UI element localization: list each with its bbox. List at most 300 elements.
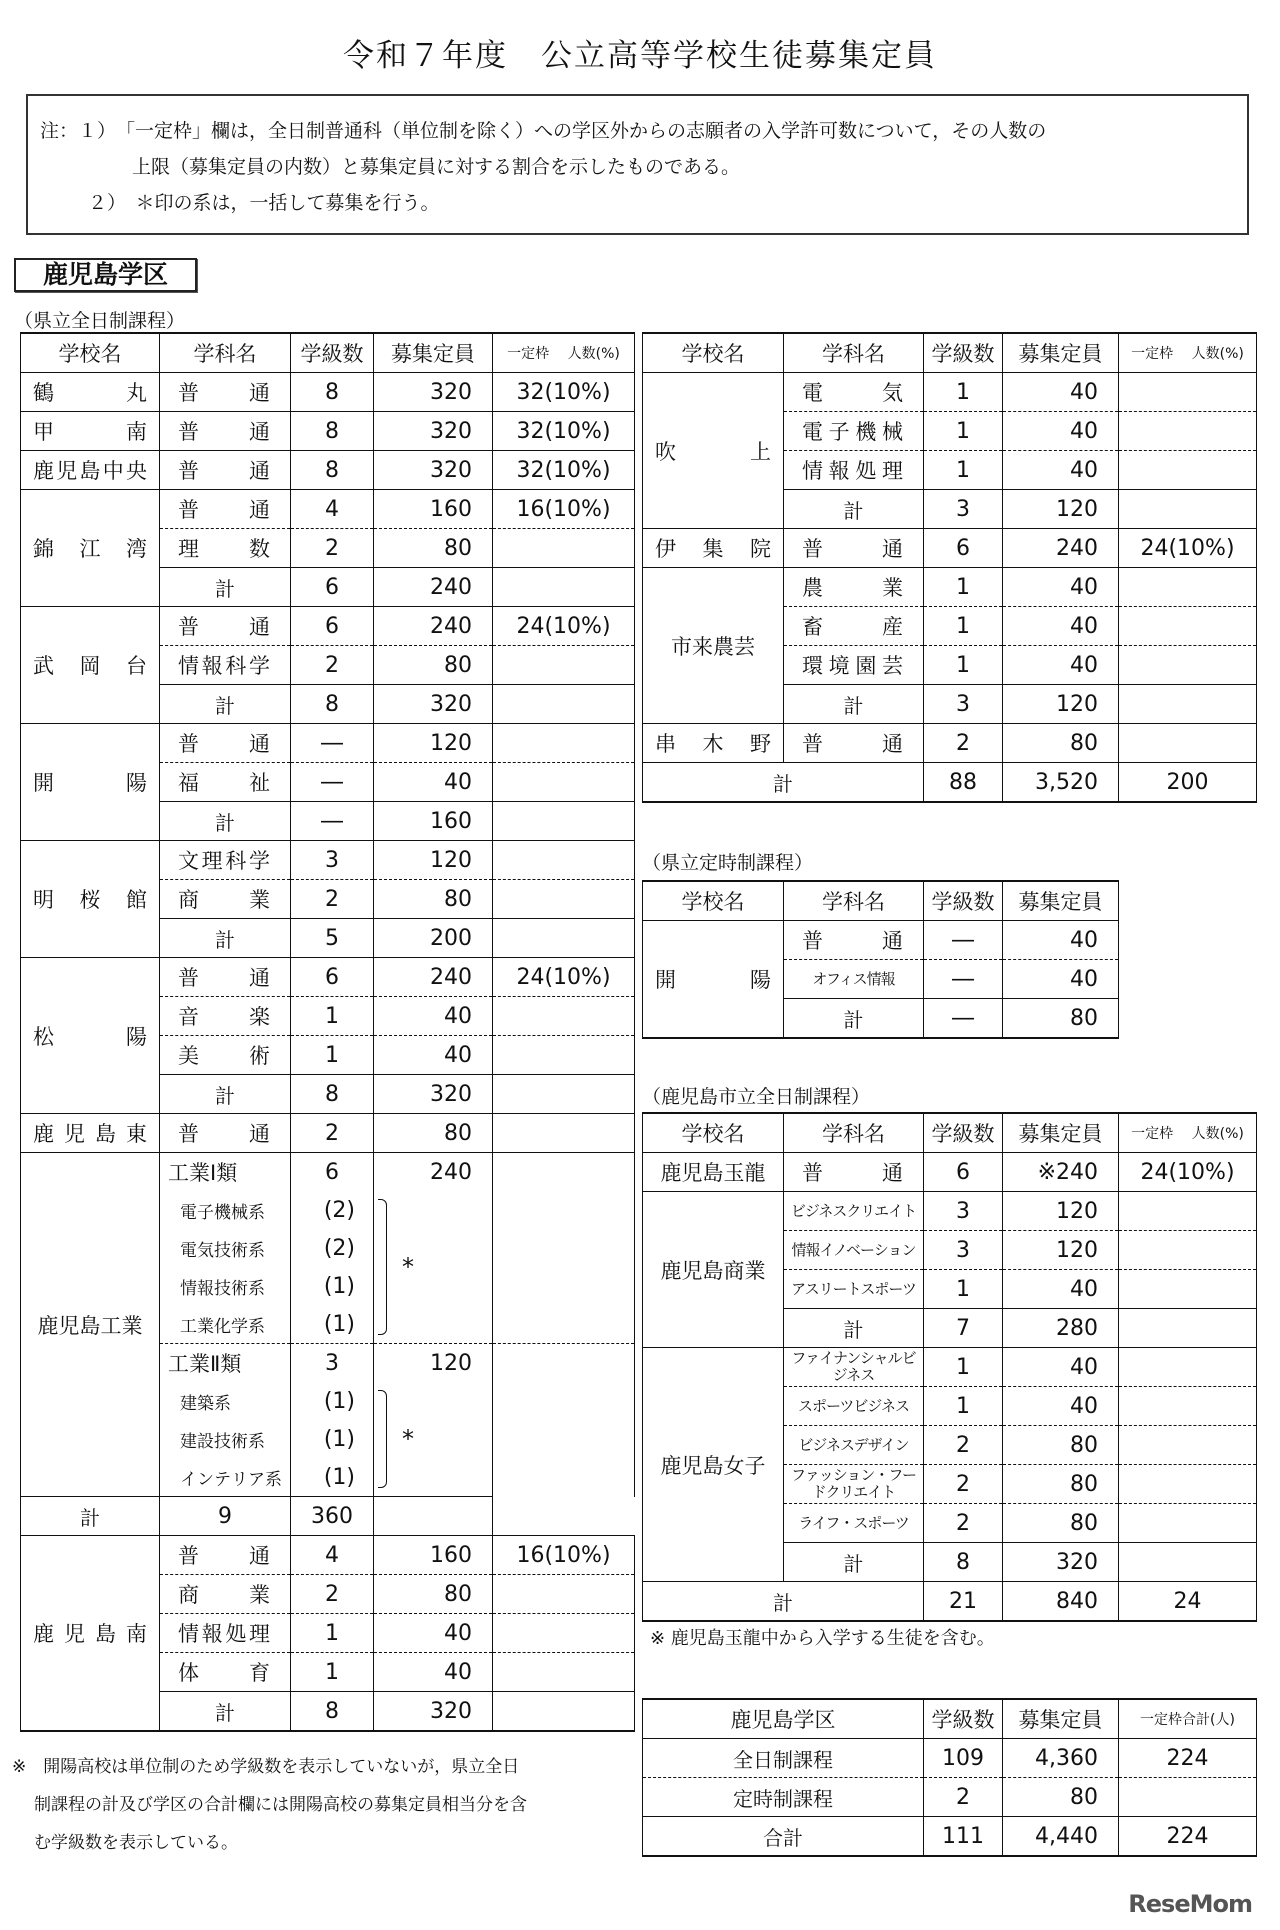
department-cell: ファッション・フードクリエイト bbox=[784, 1465, 924, 1504]
note-2: ２） ＊印の系は，一括して募集を行う。 bbox=[88, 192, 440, 214]
quota-cell bbox=[493, 568, 635, 607]
class-count-cell: 2 bbox=[291, 646, 374, 685]
school-name-cell: 松陽 bbox=[21, 958, 160, 1114]
table-header-row bbox=[643, 1113, 1257, 1153]
capacity-cell: 240 bbox=[374, 958, 493, 997]
department-cell: 文理科学 bbox=[160, 841, 291, 880]
bulk-recruitment-bracket: * bbox=[374, 1382, 493, 1497]
department-cell: 普通 bbox=[784, 1153, 924, 1192]
sub-department-cell: インテリア系 bbox=[160, 1458, 291, 1497]
total-label-cell: 計 bbox=[160, 919, 291, 958]
department-cell: アスリートスポーツ bbox=[784, 1270, 924, 1309]
department-cell: 普通 bbox=[160, 1536, 291, 1575]
capacity-cell: 40 bbox=[374, 1614, 493, 1653]
department-cell: 普通 bbox=[160, 490, 291, 529]
school-name-cell: 開陽 bbox=[21, 724, 160, 841]
quota-cell: 24(10%) bbox=[1119, 529, 1257, 568]
capacity-cell: 80 bbox=[1003, 724, 1119, 763]
quota-cell bbox=[1119, 1231, 1257, 1270]
table-row bbox=[21, 607, 635, 646]
department-cell: 電気 bbox=[784, 373, 924, 412]
department-cell: 情報処理 bbox=[160, 1614, 291, 1653]
class-count-cell: 6 bbox=[924, 529, 1003, 568]
school-name-cell: 鹿児島南 bbox=[21, 1536, 160, 1732]
total-label-cell: 計 bbox=[160, 1075, 291, 1114]
capacity-cell: 160 bbox=[374, 1536, 493, 1575]
school-name-cell: 錦江湾 bbox=[21, 490, 160, 607]
quota-cell bbox=[493, 997, 635, 1036]
header-cell: 鹿児島学区 bbox=[643, 1699, 924, 1739]
district-label: 鹿児島学区 bbox=[14, 258, 197, 292]
capacity-cell: 240 bbox=[1003, 529, 1119, 568]
school-name-cell: 伊集院 bbox=[643, 529, 784, 568]
class-count-cell: ― bbox=[291, 763, 374, 802]
class-count-cell: 7 bbox=[924, 1309, 1003, 1348]
quota-cell bbox=[493, 1614, 635, 1653]
quota-cell bbox=[493, 529, 635, 568]
note-1-line-2: 上限（募集定員の内数）と募集定員に対する割合を示したものである。 bbox=[132, 156, 741, 178]
class-count-cell: 3 bbox=[291, 1344, 374, 1383]
capacity-cell: 320 bbox=[374, 373, 493, 412]
header-cell: 学校名 bbox=[21, 333, 160, 373]
header-cell: 学科名 bbox=[160, 333, 291, 373]
capacity-cell: 40 bbox=[374, 997, 493, 1036]
total-label-cell: 計 bbox=[784, 685, 924, 724]
class-count-cell: ― bbox=[924, 921, 1003, 960]
footnote-line-1: ※ 開陽高校は単位制のため学級数を表示していないが，県立全日 bbox=[12, 1757, 520, 1777]
capacity-cell: 40 bbox=[1003, 412, 1119, 451]
table-row bbox=[21, 724, 635, 763]
capacity-cell: 40 bbox=[1003, 960, 1119, 999]
school-name-cell: 鹿児島中央 bbox=[21, 451, 160, 490]
capacity-cell: 80 bbox=[1003, 1504, 1119, 1543]
capacity-cell: 80 bbox=[1003, 1465, 1119, 1504]
class-count-cell: 3 bbox=[924, 685, 1003, 724]
class-count-cell: ― bbox=[924, 999, 1003, 1039]
quota-cell bbox=[493, 685, 635, 724]
school-name-cell: 鹿児島女子 bbox=[643, 1348, 784, 1582]
quota-cell bbox=[493, 802, 635, 841]
capacity-cell: 360 bbox=[291, 1497, 374, 1536]
department-cell: ライフ・スポーツ bbox=[784, 1504, 924, 1543]
department-cell: ファイナンシャルビジネス bbox=[784, 1348, 924, 1387]
school-name-cell: 吹上 bbox=[643, 373, 784, 529]
class-count-cell: 6 bbox=[291, 568, 374, 607]
quota-cell: 200 bbox=[1119, 763, 1257, 803]
sub-department-cell: 建設技術系 bbox=[160, 1420, 291, 1458]
header-cell: 学級数 bbox=[291, 333, 374, 373]
table-header-row bbox=[21, 333, 635, 373]
quota-cell bbox=[493, 919, 635, 958]
quota-cell bbox=[493, 1344, 635, 1497]
department-cell: 普通 bbox=[160, 607, 291, 646]
sub-class-count-cell: (2) bbox=[291, 1191, 374, 1229]
capacity-cell: 40 bbox=[1003, 646, 1119, 685]
capacity-cell: 40 bbox=[374, 763, 493, 802]
sub-class-count-cell: (1) bbox=[291, 1267, 374, 1305]
class-count-cell: 3 bbox=[924, 1231, 1003, 1270]
capacity-cell: 40 bbox=[374, 1036, 493, 1075]
school-name-cell: 串木野 bbox=[643, 724, 784, 763]
quota-cell bbox=[1119, 1387, 1257, 1426]
sub-class-count-cell: (1) bbox=[291, 1305, 374, 1344]
quota-cell: 16(10%) bbox=[493, 1536, 635, 1575]
quota-cell: 24 bbox=[1119, 1582, 1257, 1622]
sub-class-count-cell: (2) bbox=[291, 1229, 374, 1267]
quota-cell bbox=[1119, 412, 1257, 451]
capacity-cell: 240 bbox=[374, 1153, 493, 1192]
header-cell: 募集定員 bbox=[1003, 1699, 1119, 1739]
quota-cell bbox=[493, 841, 635, 880]
prefectural-full-time-table-right bbox=[642, 332, 1257, 803]
class-count-cell: 1 bbox=[924, 451, 1003, 490]
quota-cell bbox=[1119, 451, 1257, 490]
capacity-cell: 120 bbox=[1003, 1192, 1119, 1231]
table-row bbox=[643, 1153, 1257, 1192]
department-cell: 美術 bbox=[160, 1036, 291, 1075]
school-name-cell: 鶴丸 bbox=[21, 373, 160, 412]
capacity-cell: 160 bbox=[374, 490, 493, 529]
capacity-cell: 80 bbox=[1003, 999, 1119, 1039]
total-label-cell: 合計 bbox=[643, 1817, 924, 1857]
quota-cell bbox=[1119, 607, 1257, 646]
quota-cell bbox=[493, 646, 635, 685]
class-count-cell: 2 bbox=[924, 1504, 1003, 1543]
department-cell: 普通 bbox=[160, 412, 291, 451]
quota-cell: 16(10%) bbox=[493, 490, 635, 529]
department-cell: 福祉 bbox=[160, 763, 291, 802]
footnote-line-2: 制課程の計及び学区の合計欄には開陽高校の募集定員相当分を含 bbox=[34, 1795, 527, 1815]
quota-header-cell: 一定枠合計(人) bbox=[1119, 1699, 1257, 1739]
table-header-row bbox=[643, 881, 1119, 921]
total-label-cell: 計 bbox=[784, 1543, 924, 1582]
sub-department-cell: 電子機械系 bbox=[160, 1191, 291, 1229]
class-count-cell: 2 bbox=[924, 724, 1003, 763]
header-cell: 学級数 bbox=[924, 1113, 1003, 1153]
quota-cell: 24(10%) bbox=[493, 958, 635, 997]
table-row bbox=[643, 1582, 1257, 1622]
header-cell: 募集定員 bbox=[374, 333, 493, 373]
class-count-cell: 8 bbox=[291, 685, 374, 724]
table-row bbox=[643, 1192, 1257, 1231]
sub-class-count-cell: (1) bbox=[291, 1420, 374, 1458]
capacity-cell: 3,520 bbox=[1003, 763, 1119, 803]
department-group-cell: 工業Ⅱ類 bbox=[160, 1344, 291, 1383]
department-cell: 商業 bbox=[160, 880, 291, 919]
class-count-cell: 2 bbox=[291, 1575, 374, 1614]
capacity-cell: 200 bbox=[374, 919, 493, 958]
quota-cell: 24(10%) bbox=[493, 607, 635, 646]
department-cell: 理数 bbox=[160, 529, 291, 568]
quota-cell: 32(10%) bbox=[493, 373, 635, 412]
class-count-cell: 8 bbox=[291, 1075, 374, 1114]
department-cell: 情報処理 bbox=[784, 451, 924, 490]
table-row bbox=[643, 1739, 1257, 1778]
note-1-line-1: 注：１） 「一定枠」欄は，全日制普通科（単位制を除く）への学区外からの志願者の入学許可数について，その人数の bbox=[40, 120, 1047, 142]
capacity-cell: 80 bbox=[374, 880, 493, 919]
table-row bbox=[21, 373, 635, 412]
sub-class-count-cell: (1) bbox=[291, 1382, 374, 1420]
capacity-cell: 80 bbox=[374, 1114, 493, 1153]
quota-cell bbox=[1119, 1309, 1257, 1348]
capacity-cell: 320 bbox=[1003, 1543, 1119, 1582]
caption-prefectural-part-time: （県立定時制課程） bbox=[642, 852, 814, 874]
quota-cell bbox=[1119, 1348, 1257, 1387]
class-count-cell: 8 bbox=[291, 373, 374, 412]
header-cell: 学級数 bbox=[924, 333, 1003, 373]
department-cell: 電子機械 bbox=[784, 412, 924, 451]
capacity-cell: 320 bbox=[374, 685, 493, 724]
class-count-cell: 2 bbox=[291, 529, 374, 568]
class-count-cell: 5 bbox=[291, 919, 374, 958]
district-summary-table bbox=[642, 1698, 1257, 1857]
class-count-cell: 6 bbox=[291, 958, 374, 997]
table-row bbox=[643, 568, 1257, 607]
table-row bbox=[643, 921, 1119, 960]
quota-cell: 24(10%) bbox=[1119, 1153, 1257, 1192]
table-row bbox=[643, 763, 1257, 803]
class-count-cell: 2 bbox=[291, 1114, 374, 1153]
table-header-row bbox=[643, 1699, 1257, 1739]
class-count-cell: 3 bbox=[924, 490, 1003, 529]
capacity-cell: 320 bbox=[374, 1075, 493, 1114]
class-count-cell: 1 bbox=[924, 1387, 1003, 1426]
capacity-cell: 320 bbox=[374, 412, 493, 451]
capacity-cell: 40 bbox=[1003, 373, 1119, 412]
quota-cell bbox=[493, 1036, 635, 1075]
total-label-cell: 定時制課程 bbox=[643, 1778, 924, 1817]
sub-department-cell: 工業化学系 bbox=[160, 1305, 291, 1344]
capacity-cell: 80 bbox=[1003, 1778, 1119, 1817]
caption-prefectural-full-time: （県立全日制課程） bbox=[14, 310, 186, 332]
footnote-line-3: む学級数を表示している。 bbox=[34, 1833, 238, 1853]
department-cell: ビジネスクリエイト bbox=[784, 1192, 924, 1231]
table-row bbox=[21, 1536, 635, 1575]
department-cell: 畜産 bbox=[784, 607, 924, 646]
total-label-cell: 計 bbox=[160, 802, 291, 841]
resemom-logo: ReseMom bbox=[1128, 1890, 1252, 1918]
table-row bbox=[21, 1497, 635, 1536]
capacity-cell: 120 bbox=[374, 841, 493, 880]
class-count-cell: ― bbox=[924, 960, 1003, 999]
table-row bbox=[21, 451, 635, 490]
header-cell: 学校名 bbox=[643, 881, 784, 921]
class-count-cell: 2 bbox=[291, 880, 374, 919]
department-cell: 普通 bbox=[784, 921, 924, 960]
capacity-cell: 40 bbox=[1003, 607, 1119, 646]
quota-cell bbox=[1119, 1465, 1257, 1504]
quota-cell bbox=[1119, 724, 1257, 763]
table-row bbox=[21, 490, 635, 529]
class-count-cell: 109 bbox=[924, 1739, 1003, 1778]
capacity-cell: 120 bbox=[374, 724, 493, 763]
page-title: 令和７年度 公立高等学校生徒募集定員 bbox=[343, 38, 937, 74]
sub-department-cell: 建築系 bbox=[160, 1382, 291, 1420]
class-count-cell: 3 bbox=[291, 841, 374, 880]
capacity-cell: 120 bbox=[1003, 1231, 1119, 1270]
class-count-cell: 2 bbox=[924, 1778, 1003, 1817]
department-cell: 情報イノベーション bbox=[784, 1231, 924, 1270]
department-cell: 普通 bbox=[160, 724, 291, 763]
school-name-cell: 甲南 bbox=[21, 412, 160, 451]
table-row bbox=[643, 1778, 1257, 1817]
class-count-cell: 1 bbox=[924, 1348, 1003, 1387]
school-name-cell: 明桜館 bbox=[21, 841, 160, 958]
quota-cell bbox=[493, 1575, 635, 1614]
total-label-cell: 計 bbox=[160, 568, 291, 607]
school-name-cell: 武岡台 bbox=[21, 607, 160, 724]
quota-cell bbox=[1119, 490, 1257, 529]
class-count-cell: 88 bbox=[924, 763, 1003, 803]
notes-box bbox=[26, 94, 1249, 235]
class-count-cell: 3 bbox=[924, 1192, 1003, 1231]
header-cell: 学科名 bbox=[784, 1113, 924, 1153]
class-count-cell: 1 bbox=[291, 1614, 374, 1653]
total-label-cell: 計 bbox=[784, 999, 924, 1039]
capacity-cell: 40 bbox=[374, 1653, 493, 1692]
capacity-cell: 840 bbox=[1003, 1582, 1119, 1622]
department-cell: 普通 bbox=[160, 373, 291, 412]
table-row bbox=[643, 724, 1257, 763]
total-label-cell: 計 bbox=[643, 1582, 924, 1622]
class-count-cell: 9 bbox=[160, 1497, 291, 1536]
quota-cell: 32(10%) bbox=[493, 412, 635, 451]
capacity-cell: 120 bbox=[1003, 490, 1119, 529]
city-full-time-table bbox=[642, 1112, 1257, 1622]
department-cell: 音楽 bbox=[160, 997, 291, 1036]
class-count-cell: 1 bbox=[291, 997, 374, 1036]
quota-cell: 224 bbox=[1119, 1817, 1257, 1857]
capacity-cell: 320 bbox=[374, 451, 493, 490]
capacity-cell: 40 bbox=[1003, 568, 1119, 607]
class-count-cell: 8 bbox=[291, 412, 374, 451]
class-count-cell: 1 bbox=[291, 1036, 374, 1075]
class-count-cell: ― bbox=[291, 724, 374, 763]
sub-department-cell: 情報技術系 bbox=[160, 1267, 291, 1305]
class-count-cell: 1 bbox=[924, 646, 1003, 685]
class-count-cell: 8 bbox=[924, 1543, 1003, 1582]
department-cell: 商業 bbox=[160, 1575, 291, 1614]
capacity-cell: 320 bbox=[374, 1692, 493, 1732]
quota-header-cell: 一定枠 人数(%) bbox=[1119, 1113, 1257, 1153]
capacity-cell: 80 bbox=[374, 529, 493, 568]
header-cell: 学級数 bbox=[924, 1699, 1003, 1739]
table-header-row bbox=[643, 333, 1257, 373]
class-count-cell: 21 bbox=[924, 1582, 1003, 1622]
quota-header-cell: 一定枠 人数(%) bbox=[493, 333, 635, 373]
quota-cell bbox=[1119, 646, 1257, 685]
capacity-cell: 40 bbox=[1003, 1387, 1119, 1426]
class-count-cell: 1 bbox=[924, 1270, 1003, 1309]
capacity-cell: 80 bbox=[1003, 1426, 1119, 1465]
capacity-cell: 240 bbox=[374, 568, 493, 607]
quota-cell bbox=[1119, 1426, 1257, 1465]
department-cell: 普通 bbox=[784, 724, 924, 763]
quota-cell bbox=[374, 1497, 493, 1536]
capacity-cell: 240 bbox=[374, 607, 493, 646]
class-count-cell: 1 bbox=[924, 373, 1003, 412]
quota-cell bbox=[1119, 1192, 1257, 1231]
header-cell: 学科名 bbox=[784, 881, 924, 921]
total-label-cell: 全日制課程 bbox=[643, 1739, 924, 1778]
class-count-cell: ― bbox=[291, 802, 374, 841]
class-count-cell: 6 bbox=[924, 1153, 1003, 1192]
class-count-cell: 8 bbox=[291, 1692, 374, 1732]
capacity-cell: 40 bbox=[1003, 451, 1119, 490]
school-name-cell: 開陽 bbox=[643, 921, 784, 1039]
class-count-cell: 1 bbox=[924, 607, 1003, 646]
sub-department-cell: 電気技術系 bbox=[160, 1229, 291, 1267]
department-cell: 体育 bbox=[160, 1653, 291, 1692]
class-count-cell: 1 bbox=[291, 1653, 374, 1692]
table-row bbox=[643, 373, 1257, 412]
table-row bbox=[21, 1114, 635, 1153]
quota-cell bbox=[493, 1114, 635, 1153]
capacity-cell: 80 bbox=[374, 646, 493, 685]
school-name-cell: 市来農芸 bbox=[643, 568, 784, 724]
capacity-cell: 4,360 bbox=[1003, 1739, 1119, 1778]
school-name-cell: 鹿児島東 bbox=[21, 1114, 160, 1153]
total-label-cell: 計 bbox=[643, 763, 924, 803]
header-cell: 学校名 bbox=[643, 1113, 784, 1153]
school-name-cell: 鹿児島玉龍 bbox=[643, 1153, 784, 1192]
school-name-cell: 鹿児島商業 bbox=[643, 1192, 784, 1348]
department-cell: 環境園芸 bbox=[784, 646, 924, 685]
header-cell: 募集定員 bbox=[1003, 881, 1119, 921]
department-cell: 普通 bbox=[784, 529, 924, 568]
header-cell: 学科名 bbox=[784, 333, 924, 373]
department-cell: オフィス情報 bbox=[784, 960, 924, 999]
quota-cell bbox=[493, 1692, 635, 1732]
quota-cell bbox=[1119, 1270, 1257, 1309]
department-cell: 普通 bbox=[160, 958, 291, 997]
class-count-cell: 6 bbox=[291, 1153, 374, 1192]
prefectural-part-time-table bbox=[642, 880, 1119, 1039]
department-group-cell: 工業Ⅰ類 bbox=[160, 1153, 291, 1192]
quota-cell: 32(10%) bbox=[493, 451, 635, 490]
capacity-cell: 40 bbox=[1003, 921, 1119, 960]
class-count-cell: 6 bbox=[291, 607, 374, 646]
quota-cell bbox=[493, 724, 635, 763]
class-count-cell: 2 bbox=[924, 1426, 1003, 1465]
quota-cell bbox=[493, 1075, 635, 1114]
quota-cell bbox=[493, 1153, 635, 1344]
capacity-cell: 280 bbox=[1003, 1309, 1119, 1348]
capacity-cell: ※240 bbox=[1003, 1153, 1119, 1192]
class-count-cell: 2 bbox=[924, 1465, 1003, 1504]
total-label-cell: 計 bbox=[160, 1692, 291, 1732]
quota-header-cell: 一定枠 人数(%) bbox=[1119, 333, 1257, 373]
capacity-cell: 40 bbox=[1003, 1348, 1119, 1387]
capacity-cell: 120 bbox=[1003, 685, 1119, 724]
capacity-cell: 80 bbox=[374, 1575, 493, 1614]
capacity-cell: 40 bbox=[1003, 1270, 1119, 1309]
table-row bbox=[21, 841, 635, 880]
class-count-cell: 111 bbox=[924, 1817, 1003, 1857]
quota-cell bbox=[493, 763, 635, 802]
quota-cell bbox=[1119, 1543, 1257, 1582]
total-label-cell: 計 bbox=[21, 1497, 160, 1536]
quota-cell bbox=[493, 880, 635, 919]
table-row bbox=[643, 1348, 1257, 1387]
quota-cell bbox=[1119, 373, 1257, 412]
class-count-cell: 1 bbox=[924, 568, 1003, 607]
class-count-cell: 4 bbox=[291, 490, 374, 529]
caption-city-full-time: （鹿児島市立全日制課程） bbox=[642, 1086, 871, 1108]
city-table-footnote: ※ 鹿児島玉龍中から入学する生徒を含む。 bbox=[650, 1628, 995, 1649]
header-cell: 学級数 bbox=[924, 881, 1003, 921]
sub-class-count-cell: (1) bbox=[291, 1458, 374, 1497]
